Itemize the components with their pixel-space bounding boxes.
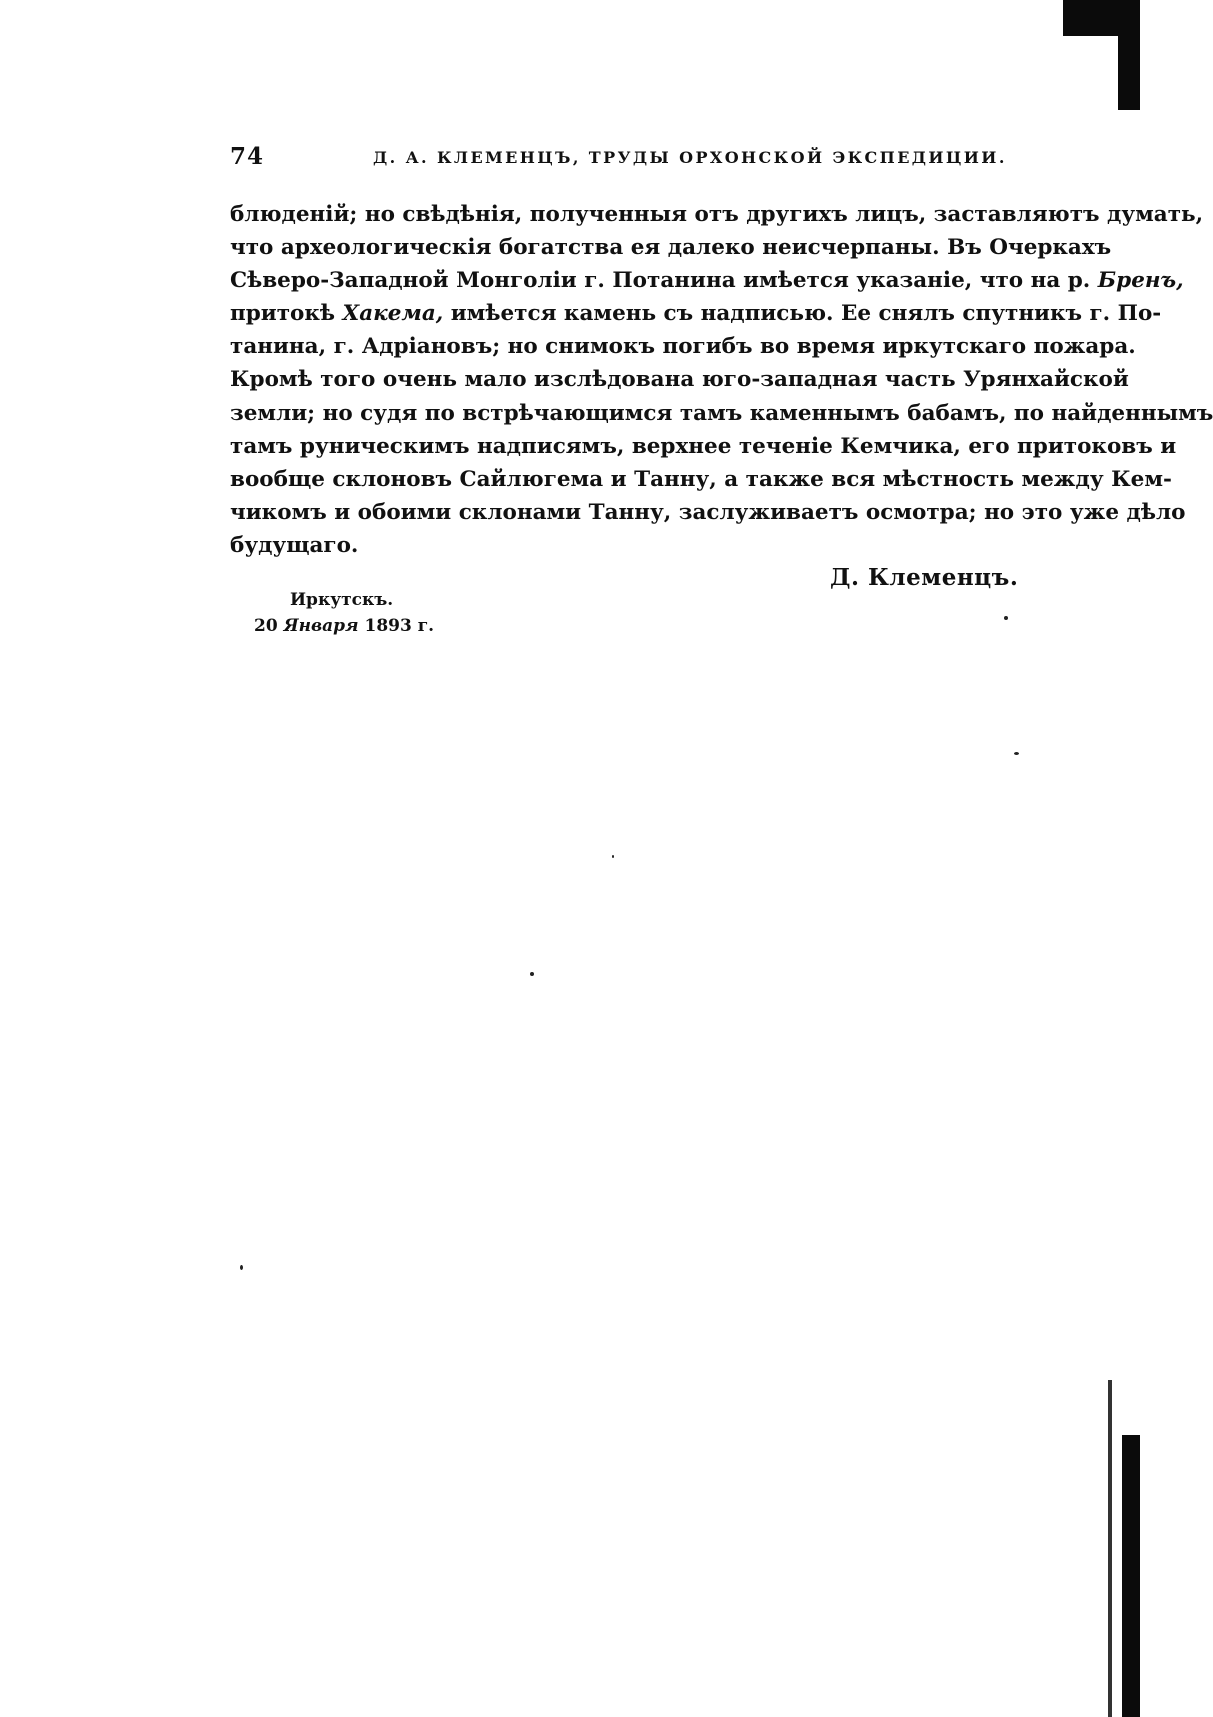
author-signature: Д. Клеменцъ. — [830, 564, 1019, 591]
date-month: Января — [283, 616, 359, 636]
speck — [530, 972, 534, 976]
scan-edge-bottom-strip — [1122, 1435, 1140, 1717]
text-line: танина, г. Адріановъ; но снимокъ погибъ во время иркутскаго пожара. — [230, 334, 1136, 360]
text-line: блюденій; но свѣдѣнія, полученныя отъ другихъ лицъ, заставляютъ думать, — [230, 202, 1204, 227]
text-line: будущаго. — [230, 532, 359, 558]
text-span: притокѣ — [230, 301, 336, 327]
text-line: что археологическія богатства ея далеко неисчерпаны. Въ Очеркахъ — [230, 235, 1112, 261]
running-header — [230, 143, 1030, 177]
running-title: Д. А. КЛЕМЕНЦЪ, ТРУДЫ ОРХОНСКОЙ ЭКСПЕДИЦИИ. — [373, 148, 1007, 167]
date-of-writing — [254, 616, 434, 636]
text-line: Кромѣ того очень мало изслѣдована юго-западная часть Урянхайской — [230, 367, 1129, 393]
text-line: земли; но судя по встрѣчающимся тамъ каменнымъ бабамъ, по найденнымъ — [230, 400, 1213, 426]
text-span: Сѣверо-Западной Монголіи г. Потанина имѣется указаніе, что на р. — [230, 268, 1091, 294]
page-number: 74 — [230, 143, 265, 170]
speck — [1014, 752, 1019, 755]
speck — [240, 1265, 243, 1270]
text-line — [230, 264, 1184, 297]
place-of-writing: Иркутскъ. — [290, 590, 394, 610]
text-line: чикомъ и обоими склонами Танну, заслуживаетъ осмотра; но это уже дѣло — [230, 499, 1186, 525]
date-year: 1893 г. — [364, 616, 435, 636]
river-name: Хакема, — [342, 301, 444, 327]
text-line: тамъ руническимъ надписямъ, верхнее теченіе Кемчика, его притоковъ и — [230, 433, 1177, 459]
scan-edge-top-strip — [1118, 30, 1140, 110]
text-line — [230, 297, 1162, 330]
text-line: вообще склоновъ Сайлюгема и Танну, а также вся мѣстность между Кем- — [230, 466, 1172, 492]
text-span: имѣется камень съ надписью. Ее снялъ спутникъ г. По- — [450, 301, 1162, 327]
river-name: Бренъ, — [1097, 268, 1184, 294]
body-paragraph — [230, 198, 1213, 562]
speck — [1004, 616, 1008, 620]
scan-edge-bottom-line — [1108, 1380, 1112, 1717]
speck — [612, 855, 614, 858]
date-day: 20 — [254, 616, 278, 636]
